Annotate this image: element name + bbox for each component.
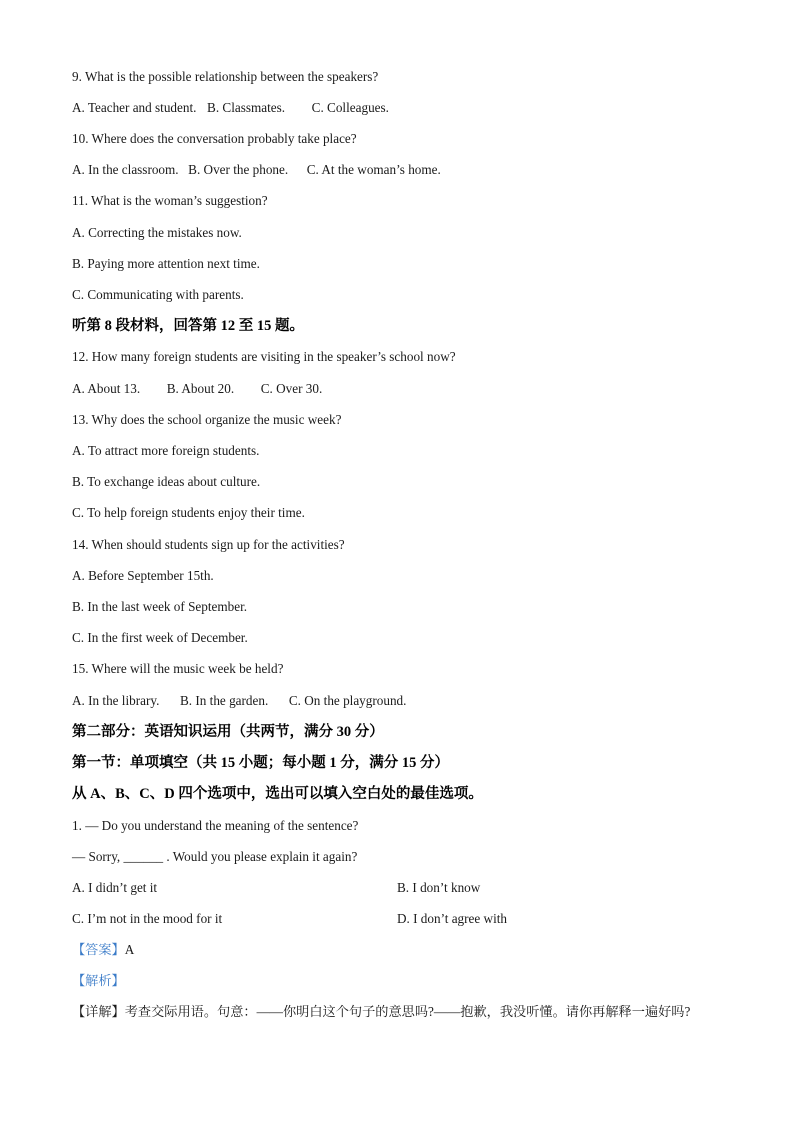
question-13-option-a: A. To attract more foreign students. (72, 443, 260, 458)
section-8-heading: 听第 8 段材料，回答第 12 至 15 题。 (72, 318, 304, 334)
part2-question-1-option-b: B. I don’t know (397, 880, 481, 895)
section-1-heading: 第一节：单项填空（共 15 小题；每小题 1 分，满分 15 分） (72, 755, 449, 771)
question-11-option-c: C. Communicating with parents. (72, 287, 244, 302)
detail-text: 考查交际用语。句意：——你明白这个句子的意思吗?——抱歉，我没听懂。请你再解释一遍好吗? (124, 1004, 691, 1019)
option-c: C. Over 30. (260, 381, 323, 396)
part2-question-1: 1. — Do you understand the meaning of the sentence? (72, 818, 359, 833)
detail-line (72, 1004, 690, 1020)
question-12: 12. How many foreign students are visiting in the speaker’s school now? (72, 349, 456, 364)
option-b: B. About 20. (166, 381, 235, 396)
question-11: 11. What is the woman’s suggestion? (72, 193, 268, 208)
option-b: B. Classmates. (207, 100, 286, 115)
part2-question-1-reply: — Sorry, ______ . Would you please explain it again? (72, 849, 358, 864)
answer-line (72, 942, 134, 958)
question-13: 13. Why does the school organize the music week? (72, 412, 342, 427)
question-10: 10. Where does the conversation probably take place? (72, 131, 357, 146)
part2-question-1-option-d: D. I don’t agree with (397, 911, 507, 926)
question-10-options (72, 162, 441, 178)
option-a: A. In the classroom. (72, 162, 179, 177)
part2-question-1-option-c: C. I’m not in the mood for it (72, 911, 223, 926)
option-a: A. About 13. (72, 381, 141, 396)
question-14-option-c: C. In the first week of December. (72, 630, 248, 645)
part-2-heading: 第二部分：英语知识运用（共两节，满分 30 分） (72, 724, 384, 740)
option-b: B. Over the phone. (188, 162, 289, 177)
answer-label: 【答案】 (72, 942, 125, 957)
question-9-options (72, 100, 389, 116)
question-12-options (72, 381, 322, 397)
question-9: 9. What is the possible relationship between the speakers? (72, 69, 379, 84)
question-15-options (72, 693, 406, 709)
question-14: 14. When should students sign up for the activities? (72, 537, 345, 552)
question-15: 15. Where will the music week be held? (72, 661, 284, 676)
question-14-option-b: B. In the last week of September. (72, 599, 248, 614)
question-13-option-c: C. To help foreign students enjoy their time. (72, 505, 305, 520)
question-11-option-a: A. Correcting the mistakes now. (72, 225, 242, 240)
option-a: A. Teacher and student. (72, 100, 197, 115)
question-14-option-a: A. Before September 15th. (72, 568, 214, 583)
question-11-option-b: B. Paying more attention next time. (72, 256, 260, 271)
option-c: C. On the playground. (288, 693, 407, 708)
option-c: C. At the woman’s home. (306, 162, 441, 177)
option-c: C. Colleagues. (311, 100, 389, 115)
answer-value: A (124, 942, 135, 957)
detail-label: 【详解】 (72, 1004, 125, 1019)
part2-question-1-option-a: A. I didn’t get it (72, 880, 158, 895)
analysis-label: 【解析】 (72, 973, 125, 988)
option-a: A. In the library. (72, 693, 160, 708)
analysis-line (72, 973, 125, 989)
question-13-option-b: B. To exchange ideas about culture. (72, 474, 261, 489)
option-b: B. In the garden. (180, 693, 269, 708)
instruction-heading: 从 A、B、C、D 四个选项中，选出可以填入空白处的最佳选项。 (72, 786, 483, 802)
